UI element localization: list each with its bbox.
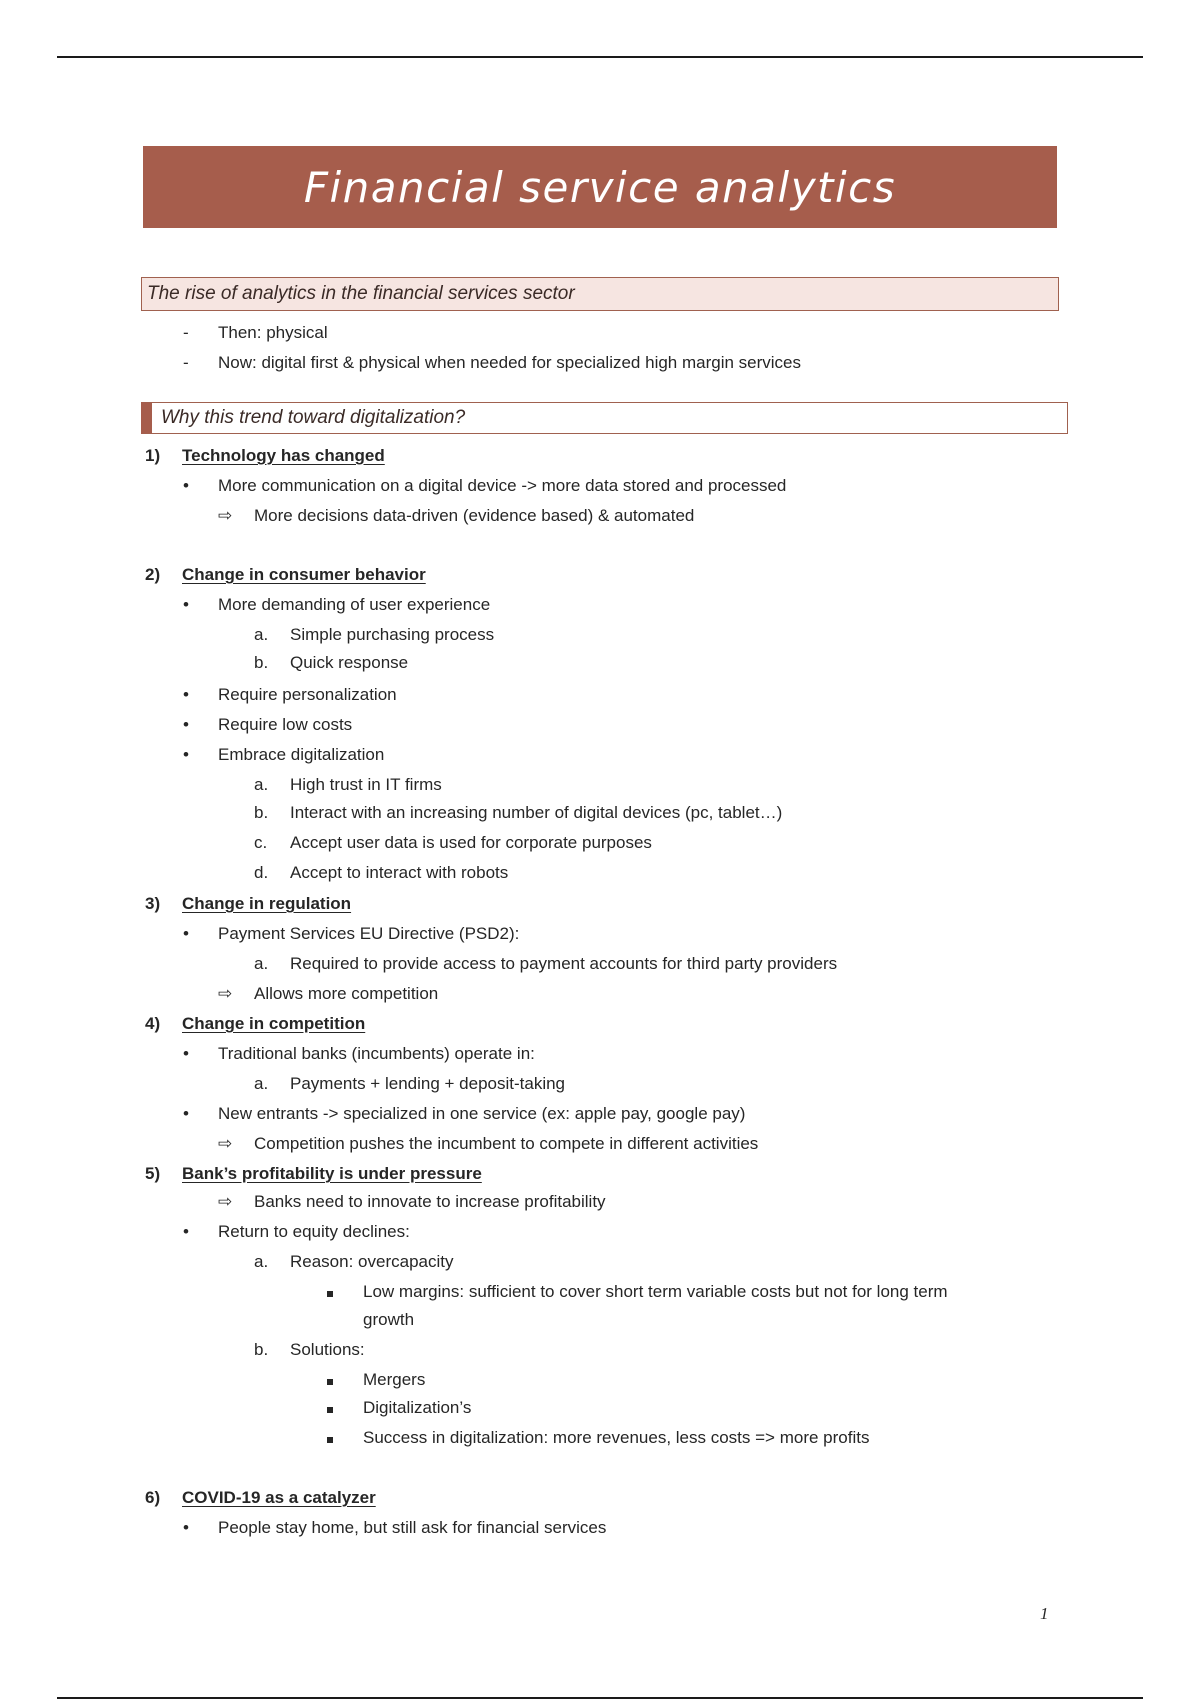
number-marker: 3) xyxy=(145,894,161,913)
document-title: Financial service analytics xyxy=(303,162,897,212)
list-item-text: Payment Services EU Directive (PSD2): xyxy=(218,924,520,943)
square-bullet-shape xyxy=(327,1407,333,1413)
bullet-icon: • xyxy=(183,476,189,495)
bullet-icon: • xyxy=(183,595,189,614)
square-bullet-icon xyxy=(327,1368,333,1392)
list-item-text: Traditional banks (incumbents) operate in: xyxy=(218,1044,535,1063)
bullet-icon: • xyxy=(183,745,189,764)
list-item-text: Require personalization xyxy=(218,685,397,704)
list-item-text: More communication on a digital device -> more data stored and processed xyxy=(218,476,787,495)
letter-marker: a. xyxy=(254,625,269,644)
list-item-text: Require low costs xyxy=(218,715,353,734)
section-heading-why-text: Why this trend toward digitalization? xyxy=(161,407,466,428)
list-item-text: Solutions: xyxy=(290,1340,365,1359)
list-item-text: Mergers xyxy=(363,1370,426,1389)
bottom-rule xyxy=(57,1697,1143,1699)
arrow-right-icon: ⇨ xyxy=(218,984,233,1003)
list-item-text: Return to equity declines: xyxy=(218,1222,410,1241)
list-item-text: Required to provide access to payment accounts for third party providers xyxy=(290,954,838,973)
letter-marker: a. xyxy=(254,775,269,794)
bullet-icon: • xyxy=(183,1104,189,1123)
square-bullet-shape xyxy=(327,1291,333,1297)
square-bullet-shape xyxy=(327,1379,333,1385)
number-marker: 5) xyxy=(145,1164,161,1183)
list-item-text: Banks need to innovate to increase profitability xyxy=(254,1192,606,1211)
list-item-text: Embrace digitalization xyxy=(218,745,385,764)
letter-marker: b. xyxy=(254,1340,269,1359)
list-item-text: Payments + lending + deposit-taking xyxy=(290,1074,566,1093)
arrow-right-icon: ⇨ xyxy=(218,1192,233,1211)
list-item-text: Success in digitalization: more revenues, less costs => more profits xyxy=(363,1428,870,1447)
section-topic-title: Bank’s profitability is under pressure xyxy=(182,1164,482,1183)
list-item-text: New entrants -> specialized in one service (ex: apple pay, google pay) xyxy=(218,1104,746,1123)
bullet-icon: • xyxy=(183,924,189,943)
list-item-text: Accept user data is used for corporate purposes xyxy=(290,833,652,852)
dash-marker: - xyxy=(183,323,189,342)
bullet-icon: • xyxy=(183,1222,189,1241)
square-bullet-icon xyxy=(327,1280,333,1304)
list-item-text: Quick response xyxy=(290,653,409,672)
letter-marker: d. xyxy=(254,863,269,882)
list-item-text: More decisions data-driven (evidence based) & automated xyxy=(254,506,695,525)
section-topic-title: COVID-19 as a catalyzer xyxy=(182,1488,376,1507)
bullet-icon: • xyxy=(183,715,189,734)
square-bullet-shape xyxy=(327,1437,333,1443)
bullet-icon: • xyxy=(183,1518,189,1537)
list-item-text: People stay home, but still ask for financial services xyxy=(218,1518,607,1537)
section-topic-title: Technology has changed xyxy=(182,446,385,465)
section-topic-title: Change in competition xyxy=(182,1014,366,1033)
top-rule xyxy=(57,56,1143,58)
letter-marker: b. xyxy=(254,803,269,822)
list-item-text: Allows more competition xyxy=(254,984,439,1003)
title-banner xyxy=(143,146,1057,228)
letter-marker: c. xyxy=(254,833,268,852)
letter-marker: a. xyxy=(254,1252,269,1271)
number-marker: 1) xyxy=(145,446,161,465)
list-item-text: Simple purchasing process xyxy=(290,625,495,644)
arrow-right-icon: ⇨ xyxy=(218,506,233,525)
page-number: 1 xyxy=(1040,1604,1049,1623)
letter-marker: a. xyxy=(254,1074,269,1093)
section-heading-rise xyxy=(141,277,1059,311)
bullet-icon: • xyxy=(183,1044,189,1063)
arrow-right-icon: ⇨ xyxy=(218,1134,233,1153)
list-item-text: Low margins: sufficient to cover short term variable costs but not for long term xyxy=(363,1282,948,1301)
square-bullet-icon xyxy=(327,1396,333,1420)
letter-marker: a. xyxy=(254,954,269,973)
list-item-text: More demanding of user experience xyxy=(218,595,491,614)
section-heading-rise-text: The rise of analytics in the financial services sector xyxy=(147,283,575,304)
list-item-text: growth xyxy=(363,1310,415,1329)
section-heading-why xyxy=(141,402,1068,434)
number-marker: 2) xyxy=(145,565,161,584)
list-item-text: Then: physical xyxy=(218,323,328,342)
bullet-icon: • xyxy=(183,685,189,704)
list-item-text: Digitalization’s xyxy=(363,1398,472,1417)
section-topic-title: Change in regulation xyxy=(182,894,352,913)
section-topic-title: Change in consumer behavior xyxy=(182,565,426,584)
list-item-text: Interact with an increasing number of digital devices (pc, tablet…) xyxy=(290,803,783,822)
list-item-text: Competition pushes the incumbent to compete in different activities xyxy=(254,1134,759,1153)
list-item-text: Accept to interact with robots xyxy=(290,863,509,882)
dash-marker: - xyxy=(183,353,189,372)
list-item-text: High trust in IT firms xyxy=(290,775,442,794)
square-bullet-icon xyxy=(327,1426,333,1450)
letter-marker: b. xyxy=(254,653,269,672)
number-marker: 6) xyxy=(145,1488,161,1507)
list-item-text: Reason: overcapacity xyxy=(290,1252,454,1271)
list-item-text: Now: digital first & physical when needed for specialized high margin services xyxy=(218,353,802,372)
number-marker: 4) xyxy=(145,1014,161,1033)
